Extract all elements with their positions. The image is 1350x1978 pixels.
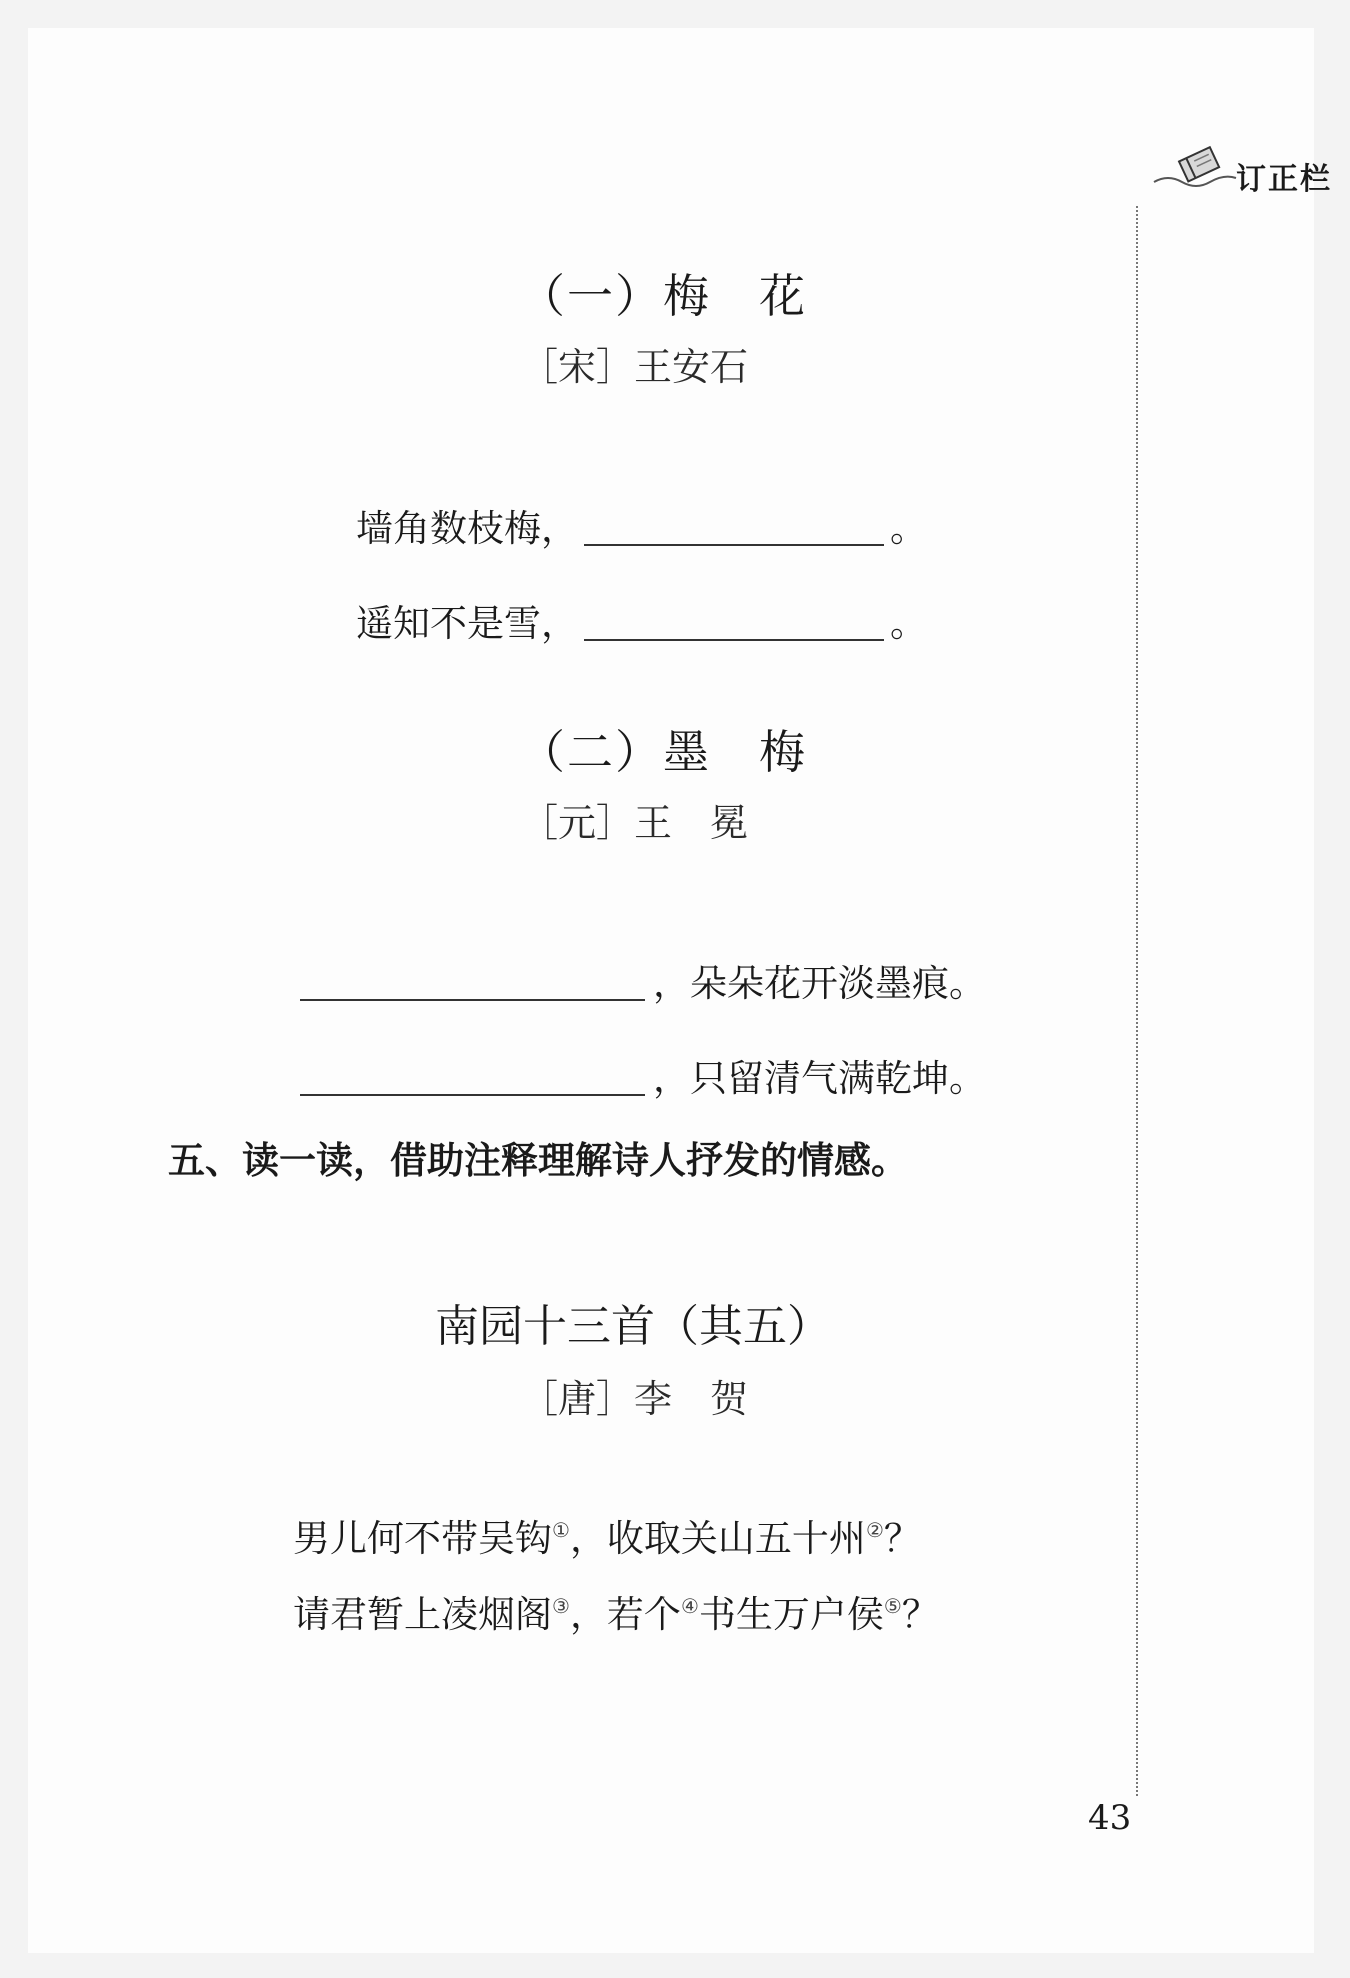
poem1-line1 — [356, 498, 927, 552]
question-mark: ？ — [883, 1517, 921, 1560]
poem1-line1-text: 墙角数枝梅， — [356, 507, 578, 550]
poem2-line2-text: ，只留清气满乾坤。 — [653, 1057, 986, 1100]
footnote-marker: ⑤ — [883, 1594, 902, 1618]
poem2-line1 — [300, 953, 986, 1007]
poem1-author: ［宋］王安石 — [520, 345, 749, 389]
poem2-line2 — [300, 1048, 986, 1102]
footnote-marker: ④ — [680, 1594, 699, 1618]
poem3-line2-part3: 书生万户侯 — [698, 1593, 884, 1636]
poem3-title: 南园十三首（其五） — [435, 1301, 831, 1352]
answer-blank[interactable] — [584, 605, 884, 641]
corrections-header — [1148, 138, 1338, 198]
poem3-line2 — [293, 1584, 939, 1638]
page-number: 43 — [1088, 1798, 1132, 1838]
corrections-label: 订正栏 — [1236, 162, 1332, 197]
poem2-author: ［元］王 冕 — [520, 801, 749, 845]
period: 。 — [890, 507, 927, 550]
footnote-marker: ② — [865, 1518, 884, 1542]
poem3-line2-part2: ，若个 — [569, 1593, 681, 1636]
eraser-icon — [1148, 138, 1238, 198]
poem1-line2 — [356, 593, 927, 647]
poem1-title: （一）梅 花 — [519, 269, 807, 323]
footnote-marker: ① — [552, 1518, 570, 1542]
answer-blank[interactable] — [584, 510, 884, 546]
poem3-line1 — [293, 1508, 921, 1562]
question-mark: ？ — [901, 1593, 939, 1636]
period: 。 — [890, 602, 927, 645]
poem2-line1-text: ，朵朵花开淡墨痕。 — [653, 962, 986, 1005]
poem2-title: （二）墨 梅 — [519, 725, 807, 779]
poem3-line1-part1: 男儿何不带吴钩 — [293, 1517, 552, 1560]
section5-heading: 五、读一读，借助注释理解诗人抒发的情感。 — [168, 1139, 908, 1182]
corrections-divider — [1136, 206, 1138, 1796]
answer-blank[interactable] — [300, 965, 645, 1001]
poem3-line2-part1: 请君暂上凌烟阁 — [293, 1593, 552, 1636]
answer-blank[interactable] — [300, 1060, 645, 1096]
poem1-line2-text: 遥知不是雪， — [356, 602, 578, 645]
footnote-marker: ③ — [552, 1594, 570, 1618]
workbook-page — [28, 28, 1332, 1953]
poem3-author: ［唐］李 贺 — [520, 1377, 749, 1421]
poem3-line1-part2: ，收取关山五十州 — [569, 1517, 866, 1560]
